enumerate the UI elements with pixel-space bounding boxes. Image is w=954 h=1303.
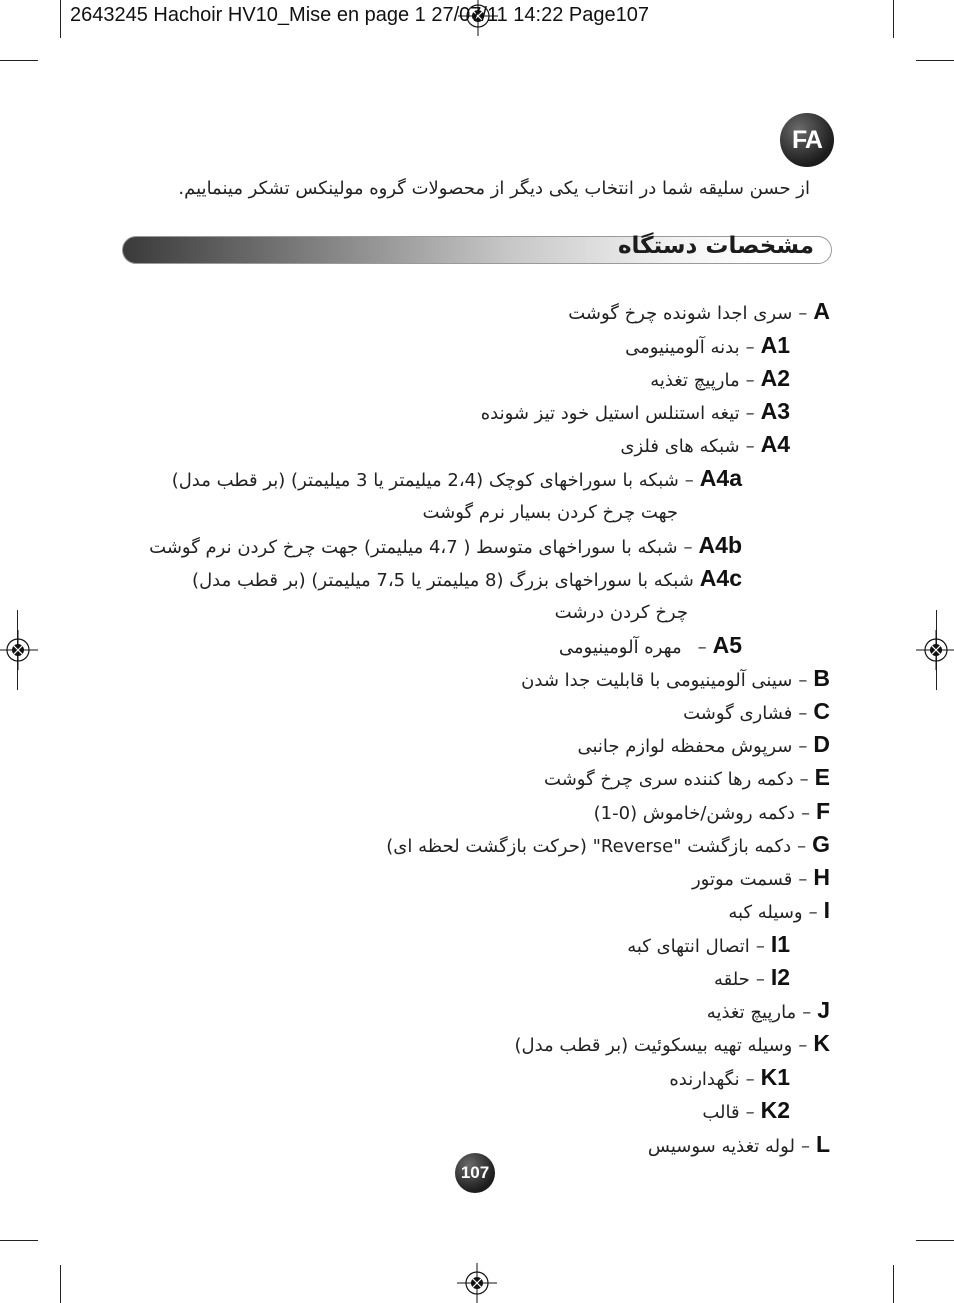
crop-mark	[60, 0, 61, 38]
list-item: K2–قالب	[702, 1097, 790, 1123]
list-item: A1–بدنه آلومینیومی	[625, 332, 790, 358]
item-text: تیغه استنلس استیل خود تیز شونده	[480, 403, 740, 424]
crop-mark	[0, 1240, 38, 1241]
item-code: C	[813, 698, 830, 724]
list-item: A5–مهره آلومینیومی	[558, 632, 742, 658]
item-text: مارپیچ تغذیه	[650, 370, 740, 391]
section-title: مشخصات دستگاه	[617, 233, 814, 259]
crop-mark	[60, 1265, 61, 1303]
item-code: G	[812, 831, 830, 857]
item-text: دکمه روشن/خاموش (0-1)	[593, 803, 795, 824]
list-item: I–وسیله کبه	[728, 897, 830, 923]
list-item: A–سری اجدا شونده چرخ گوشت	[568, 298, 830, 324]
item-text: نگهدارنده	[669, 1069, 740, 1090]
list-item: A4–شبکه های فلزی	[620, 431, 790, 457]
list-item: J–مارپیچ تغذیه	[706, 997, 830, 1023]
item-code: K2	[760, 1097, 790, 1123]
item-code: B	[813, 665, 830, 691]
crop-mark	[893, 1265, 894, 1303]
item-text: چرخ کردن درشت	[554, 602, 688, 623]
item-text: بدنه آلومینیومی	[625, 337, 740, 358]
list-item: A3–تیغه استنلس استیل خود تیز شونده	[480, 398, 790, 424]
item-text: شبکه با سوراخهای بزرگ (8 میلیمتر یا 7،5 میلیمتر) (بر قطب مدل)	[192, 570, 694, 591]
list-item: A4b–شبکه با سوراخهای متوسط ( 4،7 میلیمتر) جهت چرخ کردن نرم گوشت	[149, 532, 742, 558]
item-code: J	[817, 997, 830, 1023]
item-text: قسمت موتور	[691, 869, 793, 890]
item-text: اتصال انتهای کبه	[627, 936, 750, 957]
item-code: L	[815, 1131, 830, 1157]
item-text: دکمه رها کننده سری چرخ گوشت	[544, 769, 794, 790]
crop-mark	[0, 60, 38, 61]
item-code: H	[813, 864, 830, 890]
list-item: A2–مارپیچ تغذیه	[650, 365, 790, 391]
item-text: شبکه با سوراخهای کوچک (2،4 میلیمتر یا 3 میلیمتر) (بر قطب مدل)	[171, 470, 679, 491]
item-text: لوله تغذیه سوسیس	[647, 1136, 795, 1157]
item-text: وسیله تهیه بیسکوئیت (بر قطب مدل)	[514, 1035, 793, 1056]
item-code: I	[823, 897, 830, 923]
list-item: G–دکمه بازگشت "Reverse" (حرکت بازگشت لحظه ای)	[386, 831, 830, 857]
list-item: K–وسیله تهیه بیسکوئیت (بر قطب مدل)	[514, 1030, 830, 1056]
item-code: I2	[770, 964, 790, 990]
item-code: A4b	[698, 532, 742, 558]
item-code: A4	[760, 431, 790, 457]
item-code: A	[813, 298, 830, 324]
list-item: C–فشاری گوشت	[683, 698, 830, 724]
item-text: حلقه	[713, 969, 750, 990]
item-text: سینی آلومینیومی با قابلیت جدا شدن	[521, 670, 793, 691]
item-code: A2	[760, 365, 790, 391]
crop-mark	[893, 0, 894, 38]
item-text: سری اجدا شونده چرخ گوشت	[568, 303, 793, 324]
item-code: A5	[712, 632, 742, 658]
page-number: 107	[455, 1153, 495, 1193]
item-text: قالب	[702, 1102, 740, 1123]
registration-mark-icon	[0, 630, 38, 670]
item-code: I1	[770, 931, 790, 957]
item-code: D	[813, 731, 830, 757]
item-code: A4a	[699, 465, 742, 491]
registration-mark-icon	[916, 630, 954, 670]
list-item: I1–اتصال انتهای کبه	[627, 931, 790, 957]
print-header: 2643245 Hachoir HV10_Mise en page 1 27/07/11 14:22 Page107	[70, 4, 649, 26]
item-code: K1	[760, 1064, 790, 1090]
list-item	[555, 598, 688, 628]
item-text: شبکه های فلزی	[620, 436, 740, 457]
item-code: A1	[760, 332, 790, 358]
crop-mark	[916, 60, 954, 61]
item-code: A4c	[699, 565, 742, 591]
list-item: B–سینی آلومینیومی با قابلیت جدا شدن	[521, 665, 830, 691]
list-item: K1–نگهدارنده	[669, 1064, 790, 1090]
item-text: شبکه با سوراخهای متوسط ( 4،7 میلیمتر) جهت چرخ کردن نرم گوشت	[149, 537, 678, 558]
item-text: دکمه بازگشت "Reverse" (حرکت بازگشت لحظه ای)	[386, 836, 792, 857]
item-text: سرپوش محفظه لوازم جانبی	[577, 736, 793, 757]
item-text: وسیله کبه	[728, 902, 803, 923]
item-code: K	[813, 1030, 830, 1056]
list-item: F–دکمه روشن/خاموش (0-1)	[593, 798, 830, 824]
item-text: مارپیچ تغذیه	[706, 1002, 797, 1023]
item-text: فشاری گوشت	[683, 703, 793, 724]
item-code: A3	[760, 398, 790, 424]
list-item: H–قسمت موتور	[691, 864, 830, 890]
item-text: مهره آلومینیومی	[558, 637, 682, 658]
list-item	[192, 563, 742, 593]
registration-mark-icon	[457, 1263, 497, 1303]
language-badge: FA	[780, 113, 834, 167]
item-text: جهت چرخ کردن بسیار نرم گوشت	[422, 502, 678, 523]
list-item	[422, 498, 678, 528]
list-item: A4a–شبکه با سوراخهای کوچک (2،4 میلیمتر یا 3 میلیمتر) (بر قطب مدل)	[171, 465, 742, 491]
crop-mark	[916, 1240, 954, 1241]
list-item: L–لوله تغذیه سوسیس	[647, 1131, 830, 1157]
item-code: F	[815, 798, 830, 824]
list-item: D–سرپوش محفظه لوازم جانبی	[577, 731, 830, 757]
intro-text: از حسن سلیقه شما در انتخاب یکی دیگر از محصولات گروه مولینکس تشکر مینماییم.	[178, 178, 810, 199]
list-item: E–دکمه رها کننده سری چرخ گوشت	[544, 764, 830, 790]
item-code: E	[814, 764, 830, 790]
list-item: I2–حلقه	[713, 964, 790, 990]
